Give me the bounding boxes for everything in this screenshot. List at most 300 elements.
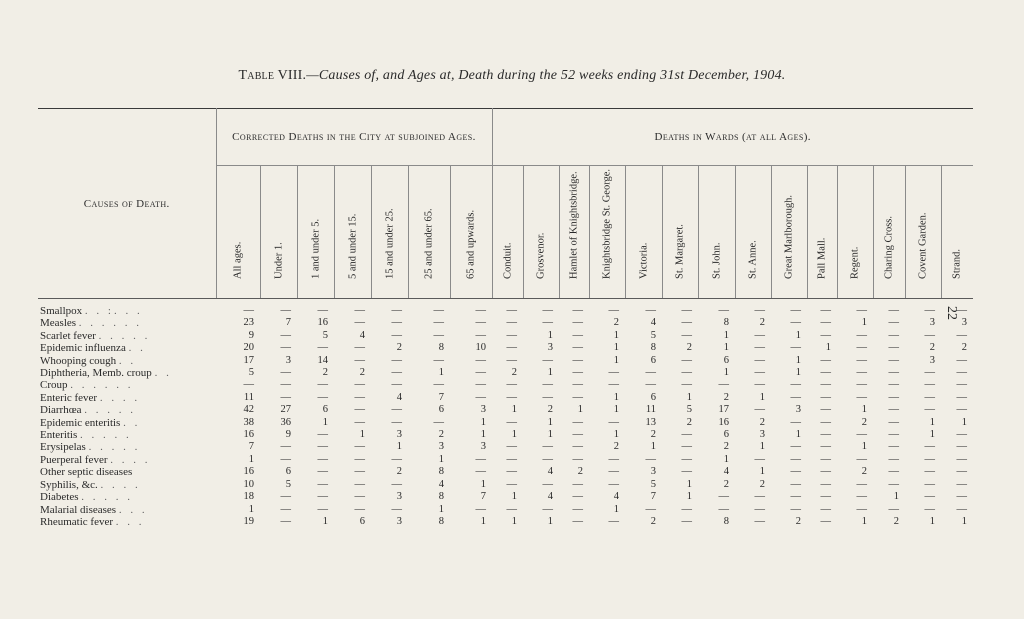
value-cell: 1 xyxy=(480,515,486,527)
column-header-label: Pall Mall. xyxy=(816,237,828,279)
value-cell: — xyxy=(820,367,831,379)
value-cell: — xyxy=(608,478,619,490)
value-cell: — xyxy=(820,404,831,416)
column-header-label: St. Anne. xyxy=(747,240,759,279)
value-cell: 2 xyxy=(929,342,935,354)
value-cell: — xyxy=(280,441,291,453)
value-cell: — xyxy=(506,391,517,403)
value-cell: 4 xyxy=(396,391,402,403)
value-cell: 9 xyxy=(285,429,291,441)
value-cell: — xyxy=(645,305,656,316)
value-cell: — xyxy=(856,429,867,441)
value-cell: — xyxy=(754,367,765,379)
value-cell: — xyxy=(391,453,402,465)
column-header-label: 1 and under 5. xyxy=(310,218,321,279)
value-cell: — xyxy=(790,379,801,391)
value-cell: — xyxy=(572,478,583,490)
value-cell: — xyxy=(243,379,254,391)
cause-label: Whooping cough xyxy=(40,354,117,367)
cause-cell xyxy=(38,342,216,354)
value-cell: — xyxy=(924,503,935,515)
value-cell: 1 xyxy=(759,466,765,478)
value-cell: 8 xyxy=(650,342,656,354)
value-cell: 2 xyxy=(759,416,765,428)
value-cell: — xyxy=(475,466,486,478)
cause-label: Diphtheria, Memb. croup xyxy=(40,367,152,380)
value-cell: 1 xyxy=(795,329,801,341)
value-cell: 1 xyxy=(613,342,619,354)
value-cell: — xyxy=(317,491,328,503)
value-cell: 3 xyxy=(480,404,486,416)
table-row xyxy=(38,417,973,429)
value-cell: 9 xyxy=(248,329,254,341)
column-header-ward-1 xyxy=(523,166,559,299)
value-cell: 2 xyxy=(438,429,444,441)
value-cell: — xyxy=(820,429,831,441)
value-cell: 16 xyxy=(243,429,254,441)
value-cell: 1 xyxy=(613,354,619,366)
value-cell: — xyxy=(856,305,867,316)
value-cell: — xyxy=(888,367,899,379)
value-cell: 1 xyxy=(613,329,619,341)
value-cell: — xyxy=(280,515,291,527)
value-cell: — xyxy=(681,317,692,329)
leader-dots: . . . . . . xyxy=(70,379,134,392)
value-cell: — xyxy=(790,453,801,465)
value-cell: 1 xyxy=(723,342,729,354)
value-cell: — xyxy=(354,453,365,465)
value-cell: — xyxy=(475,317,486,329)
value-cell: — xyxy=(317,478,328,490)
value-cell: 2 xyxy=(547,404,553,416)
value-cell: 5 xyxy=(248,367,254,379)
value-cell: — xyxy=(820,478,831,490)
value-cell: — xyxy=(280,391,291,403)
leader-dots: . . . . . xyxy=(84,404,137,417)
column-header-ward-13 xyxy=(941,166,973,299)
value-cell: — xyxy=(820,391,831,403)
value-cell: — xyxy=(790,478,801,490)
value-cell: — xyxy=(317,342,328,354)
value-cell: — xyxy=(956,466,967,478)
value-cell: 1 xyxy=(723,329,729,341)
value-cell: 4 xyxy=(359,329,365,341)
causes-header: Causes of Death. xyxy=(38,109,216,299)
value-cell: 20 xyxy=(243,342,254,354)
value-cell: — xyxy=(391,404,402,416)
value-cell: — xyxy=(820,305,831,316)
value-cell: — xyxy=(572,503,583,515)
value-cell: 1 xyxy=(547,429,553,441)
value-cell: 1 xyxy=(480,416,486,428)
value-cell: — xyxy=(317,379,328,391)
value-cell: 6 xyxy=(438,404,444,416)
value-cell: 2 xyxy=(613,317,619,329)
value-cell: 3 xyxy=(547,342,553,354)
ward-group-header: Deaths in Wards (at all Ages). xyxy=(492,109,973,166)
value-cell: 1 xyxy=(613,404,619,416)
value-cell: — xyxy=(280,491,291,503)
table-row xyxy=(38,491,973,503)
value-cell: — xyxy=(754,329,765,341)
cause-cell xyxy=(38,479,216,491)
value-cell: — xyxy=(888,342,899,354)
value-cell: — xyxy=(754,503,765,515)
value-cell: 3 xyxy=(795,404,801,416)
value-cell: 1 xyxy=(547,515,553,527)
table-row xyxy=(38,504,973,516)
value-cell: — xyxy=(506,354,517,366)
cause-label: Epidemic enteritis xyxy=(40,416,121,429)
value-cell: — xyxy=(354,317,365,329)
value-cell: — xyxy=(888,441,899,453)
value-cell: — xyxy=(317,466,328,478)
value-cell: 1 xyxy=(359,429,365,441)
leader-dots: . . xyxy=(128,342,146,355)
value-cell: — xyxy=(608,379,619,391)
value-cell: — xyxy=(681,379,692,391)
column-header-ward-4 xyxy=(625,166,662,299)
table-row xyxy=(38,516,973,528)
value-cell: 2 xyxy=(396,342,402,354)
value-cell: — xyxy=(681,367,692,379)
value-cell: — xyxy=(354,342,365,354)
value-cell: — xyxy=(391,354,402,366)
value-cell: — xyxy=(433,329,444,341)
value-cell: 13 xyxy=(645,416,656,428)
value-cell: 2 xyxy=(759,317,765,329)
value-cell: 1 xyxy=(480,478,486,490)
column-header-age-4 xyxy=(371,166,408,299)
value-cell: — xyxy=(280,453,291,465)
value-cell: — xyxy=(280,305,291,316)
value-cell: — xyxy=(280,367,291,379)
value-cell: 1 xyxy=(511,404,517,416)
column-header-age-3 xyxy=(334,166,371,299)
column-header-label: St. Margaret. xyxy=(674,224,686,279)
value-cell: — xyxy=(856,478,867,490)
leader-dots: . . :. . . xyxy=(84,305,143,317)
value-cell: — xyxy=(790,416,801,428)
leader-dots: . . . . . xyxy=(80,429,132,442)
value-cell: 2 xyxy=(961,342,967,354)
value-cell: — xyxy=(856,491,867,503)
value-cell: — xyxy=(542,305,553,316)
value-cell: 2 xyxy=(795,515,801,527)
value-cell: 1 xyxy=(613,391,619,403)
value-cell: — xyxy=(506,441,517,453)
table-row xyxy=(38,466,973,478)
leader-dots: . . . . xyxy=(99,391,141,404)
value-cell: — xyxy=(754,305,765,316)
value-cell: 36 xyxy=(280,416,291,428)
column-header-age-2 xyxy=(297,166,334,299)
value-cell: — xyxy=(956,379,967,391)
column-header-age-6 xyxy=(450,166,492,299)
value-cell: — xyxy=(608,466,619,478)
value-cell: — xyxy=(754,379,765,391)
value-cell: — xyxy=(888,379,899,391)
cause-cell xyxy=(38,466,216,478)
value-cell: 5 xyxy=(322,329,328,341)
value-cell: — xyxy=(433,379,444,391)
value-cell: — xyxy=(790,466,801,478)
cause-cell xyxy=(38,330,216,342)
cause-cell xyxy=(38,429,216,441)
value-cell: — xyxy=(475,367,486,379)
mortality-table xyxy=(38,108,973,528)
column-header-label: Covent Garden. xyxy=(917,212,929,279)
table-row xyxy=(38,330,973,342)
value-cell: — xyxy=(542,441,553,453)
value-cell: — xyxy=(354,416,365,428)
value-cell: 5 xyxy=(650,329,656,341)
value-cell: — xyxy=(956,367,967,379)
value-cell: 5 xyxy=(650,478,656,490)
leader-dots: . . . . . xyxy=(88,441,141,454)
value-cell: 8 xyxy=(723,317,729,329)
value-cell: — xyxy=(608,305,619,316)
value-cell: — xyxy=(820,379,831,391)
value-cell: — xyxy=(956,391,967,403)
value-cell: 1 xyxy=(723,367,729,379)
value-cell: — xyxy=(820,453,831,465)
table-label: Table VIII. xyxy=(238,68,307,83)
column-header-label: Under 1. xyxy=(273,242,284,279)
column-header-ward-5 xyxy=(662,166,698,299)
cause-label: Puerperal fever xyxy=(40,453,108,466)
value-cell: — xyxy=(572,441,583,453)
value-cell: 1 xyxy=(547,329,553,341)
value-cell: — xyxy=(820,354,831,366)
value-cell: 1 xyxy=(795,429,801,441)
value-cell: 7 xyxy=(438,391,444,403)
value-cell: — xyxy=(718,379,729,391)
value-cell: — xyxy=(391,329,402,341)
value-cell: — xyxy=(924,466,935,478)
value-cell: — xyxy=(754,453,765,465)
leader-dots: . . . xyxy=(118,503,148,516)
cause-label: Measles xyxy=(40,317,77,330)
value-cell: — xyxy=(354,466,365,478)
cause-cell xyxy=(38,317,216,329)
value-cell: 7 xyxy=(650,491,656,503)
value-cell: 16 xyxy=(243,466,254,478)
value-cell: 1 xyxy=(686,391,692,403)
cause-label: Erysipelas xyxy=(40,441,86,454)
value-cell: 8 xyxy=(438,491,444,503)
value-cell: — xyxy=(608,367,619,379)
leader-dots: . . xyxy=(118,354,137,367)
table-row xyxy=(38,429,973,441)
value-cell: — xyxy=(572,491,583,503)
value-cell: — xyxy=(433,305,444,316)
value-cell: — xyxy=(280,342,291,354)
value-cell: 1 xyxy=(547,416,553,428)
value-cell: — xyxy=(542,391,553,403)
value-cell: — xyxy=(956,429,967,441)
value-cell: — xyxy=(645,503,656,515)
value-cell: 1 xyxy=(795,354,801,366)
value-cell: 1 xyxy=(961,515,967,527)
value-cell: 2 xyxy=(686,342,692,354)
value-cell: — xyxy=(572,379,583,391)
cause-label: Diabetes xyxy=(40,491,79,504)
column-header-ward-3 xyxy=(589,166,625,299)
value-cell: 1 xyxy=(759,391,765,403)
value-cell: 2 xyxy=(359,367,365,379)
value-cell: 6 xyxy=(359,515,365,527)
table-row xyxy=(38,367,973,379)
value-cell: 1 xyxy=(613,429,619,441)
value-cell: 4 xyxy=(547,466,553,478)
column-header-label: 25 and under 65. xyxy=(423,208,435,279)
value-cell: 2 xyxy=(650,515,656,527)
cause-label: Diarrhœa xyxy=(40,404,82,417)
value-cell: — xyxy=(754,342,765,354)
column-header-age-5 xyxy=(408,166,450,299)
value-cell: 1 xyxy=(396,441,402,453)
cause-label: Smallpox xyxy=(40,305,83,317)
value-cell: 1 xyxy=(825,342,831,354)
column-header-ward-11 xyxy=(873,166,905,299)
value-cell: — xyxy=(924,478,935,490)
value-cell: 2 xyxy=(759,478,765,490)
value-cell: — xyxy=(956,441,967,453)
column-header-label: Conduit. xyxy=(502,242,513,279)
value-cell: 14 xyxy=(317,354,328,366)
column-header-label: All ages. xyxy=(232,241,244,279)
value-cell: 1 xyxy=(861,404,867,416)
value-cell: 6 xyxy=(723,429,729,441)
value-cell: 2 xyxy=(396,466,402,478)
value-cell: — xyxy=(433,354,444,366)
value-cell: — xyxy=(790,342,801,354)
leader-dots: . . . . xyxy=(100,478,141,491)
value-cell: — xyxy=(681,441,692,453)
value-cell: — xyxy=(888,503,899,515)
table-title xyxy=(0,68,1024,84)
value-cell: — xyxy=(956,305,967,316)
value-cell: — xyxy=(243,305,254,316)
value-cell: — xyxy=(856,503,867,515)
value-cell: — xyxy=(506,342,517,354)
value-cell: 3 xyxy=(759,429,765,441)
value-cell: — xyxy=(475,329,486,341)
value-cell: — xyxy=(280,503,291,515)
value-cell: — xyxy=(542,354,553,366)
cause-cell xyxy=(38,379,216,391)
value-cell: 10 xyxy=(243,478,254,490)
value-cell: — xyxy=(506,503,517,515)
value-cell: — xyxy=(354,491,365,503)
value-cell: 5 xyxy=(285,478,291,490)
column-header-ward-7 xyxy=(735,166,771,299)
cause-label: Scarlet fever xyxy=(40,329,96,342)
value-cell: — xyxy=(754,404,765,416)
value-cell: 3 xyxy=(650,466,656,478)
column-header-label: Hamlet of Knightsbridge. xyxy=(568,171,580,279)
value-cell: 6 xyxy=(723,354,729,366)
value-cell: — xyxy=(475,354,486,366)
value-cell: 2 xyxy=(511,367,517,379)
value-cell: — xyxy=(856,391,867,403)
value-cell: — xyxy=(856,453,867,465)
value-cell: — xyxy=(506,379,517,391)
value-cell: 2 xyxy=(723,391,729,403)
value-cell: — xyxy=(391,317,402,329)
value-cell: 1 xyxy=(861,515,867,527)
column-header-ward-2 xyxy=(559,166,589,299)
value-cell: — xyxy=(856,329,867,341)
cause-cell xyxy=(38,404,216,416)
value-cell: 1 xyxy=(893,491,899,503)
value-cell: — xyxy=(820,416,831,428)
leader-dots: . . . xyxy=(115,515,145,528)
value-cell: — xyxy=(888,354,899,366)
value-cell: 2 xyxy=(613,441,619,453)
value-cell: — xyxy=(888,478,899,490)
value-cell: — xyxy=(924,305,935,316)
value-cell: — xyxy=(681,354,692,366)
column-header-label: 15 and under 25. xyxy=(384,208,395,279)
value-cell: — xyxy=(924,453,935,465)
value-cell: — xyxy=(572,354,583,366)
value-cell: 6 xyxy=(650,391,656,403)
value-cell: — xyxy=(542,379,553,391)
value-cell: — xyxy=(542,453,553,465)
value-cell: — xyxy=(317,453,328,465)
value-cell: 1 xyxy=(929,429,935,441)
value-cell: — xyxy=(888,317,899,329)
value-cell: 8 xyxy=(438,515,444,527)
column-header-age-1 xyxy=(260,166,297,299)
page-number: 22 xyxy=(944,306,959,320)
value-cell: — xyxy=(924,379,935,391)
value-cell: 19 xyxy=(243,515,254,527)
value-cell: 1 xyxy=(686,491,692,503)
column-header-ward-8 xyxy=(771,166,807,299)
value-cell: — xyxy=(354,478,365,490)
value-cell: 4 xyxy=(650,317,656,329)
value-cell: — xyxy=(506,416,517,428)
value-cell: 3 xyxy=(396,429,402,441)
cause-label: Enteric fever xyxy=(40,391,98,404)
value-cell: 1 xyxy=(248,503,254,515)
value-cell: — xyxy=(956,354,967,366)
table-row xyxy=(38,317,973,329)
value-cell: 8 xyxy=(723,515,729,527)
value-cell: — xyxy=(790,441,801,453)
column-header-label: 5 and under 15. xyxy=(347,213,358,279)
value-cell: 1 xyxy=(438,503,444,515)
column-header-label: Charing Cross. xyxy=(883,216,895,279)
value-cell: 17 xyxy=(718,404,729,416)
value-cell: 1 xyxy=(929,515,935,527)
column-header-label: Great Marlborough. xyxy=(783,195,795,279)
value-cell: 16 xyxy=(317,317,328,329)
value-cell: 1 xyxy=(248,453,254,465)
value-cell: 4 xyxy=(613,491,619,503)
cause-cell xyxy=(38,491,216,503)
value-cell: — xyxy=(888,429,899,441)
value-cell: 10 xyxy=(475,342,486,354)
value-cell: — xyxy=(506,453,517,465)
leader-dots: . . xyxy=(123,416,141,429)
value-cell: — xyxy=(888,329,899,341)
value-cell: — xyxy=(645,367,656,379)
value-cell: — xyxy=(681,429,692,441)
